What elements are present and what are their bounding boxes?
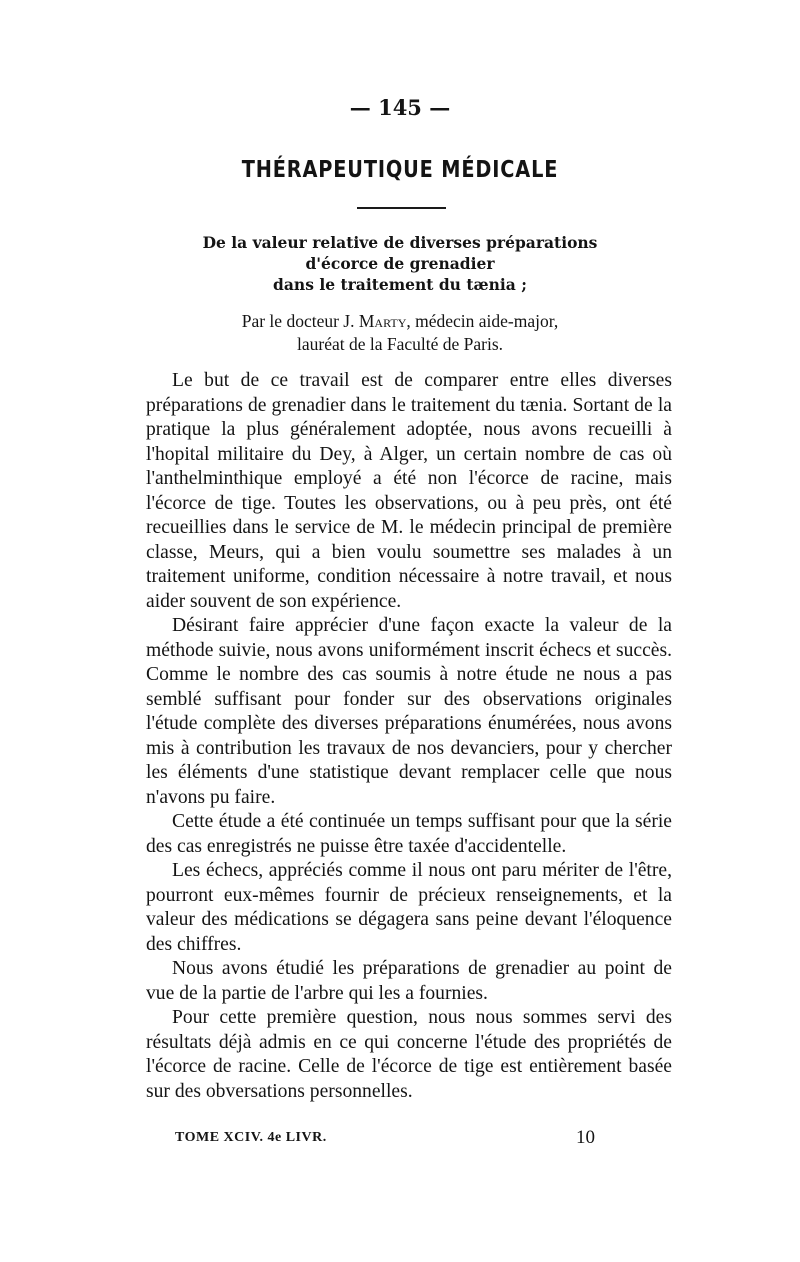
volume-signature: TOME XCIV. 4e LIVR.: [175, 1130, 327, 1145]
body-text: [146, 369, 672, 1104]
page-number: — 145 —: [349, 95, 451, 120]
paragraph: Pour cette première question, nous nous sommes servi des résultats déjà admis en ce qui concerne l'étude des propriétés de l'écorce de racine. Celle de l'écorce de tige est entièrement basée sur des obversations personnelles.: [146, 1007, 672, 1102]
section-title: THÉRAPEUTIQUE MÉDICALE: [241, 157, 559, 183]
article-title-line: d'écorce de grenadier: [305, 254, 495, 273]
byline-line-2: lauréat de la Faculté de Paris.: [296, 334, 504, 354]
paragraph: Les échecs, appréciés comme il nous ont paru mériter de l'être, pourront eux-mêmes fournir de précieux renseignements, et la valeur des médications se dégagera sans peine devant l'éloquence des chiffres.: [146, 860, 672, 955]
paragraph: Cette étude a été continuée un temps suffisant pour que la série des cas enregistrés ne puisse être taxée d'accidentelle.: [146, 811, 672, 857]
byline-line-1: [0, 310, 800, 333]
article-title: [0, 232, 800, 295]
paragraph: Désirant faire apprécier d'une façon exacte la valeur de la méthode suivie, nous avons uniformément inscrit échecs et succès. Comme le nombre des cas soumis à notre étude ne nous a pas semblé suffisant pour fonder sur des observations originales l'étude complète des diverses préparations énumérées, nous avons mis à contribution les travaux de nos devanciers, pour y chercher les éléments d'une statistique devant remplacer celle que nous n'avons pu faire.: [146, 615, 672, 808]
byline-suffix: , médecin aide-major,: [406, 311, 559, 331]
author-name: Marty: [358, 311, 407, 331]
paragraph: Le but de ce travail est de comparer entre elles diverses préparations de grenadier dans le traitement du tænia. Sortant de la pratique la plus généralement adoptée, nous avons recueilli à l'hopital militaire du Dey, à Alger, un certain nombre de cas où l'anthelminthique employé a été non l'écorce de racine, mais l'écorce de tige. Toutes les observations, ou à peu près, ont été recueillies dans le service de M. le médecin principal de première classe, Meurs, qui a bien voulu soumettre ses malades à un traitement uniforme, condition nécessaire à notre travail, et nous aider souvent de son expérience.: [146, 370, 672, 612]
title-rule: [357, 207, 446, 209]
paragraph: Nous avons étudié les préparations de grenadier au point de vue de la partie de l'arbre qui les a fournies.: [146, 958, 672, 1004]
sheet-signature: 10: [576, 1127, 595, 1148]
byline-prefix: Par le docteur J.: [241, 311, 359, 331]
article-title-line: dans le traitement du tænia ;: [273, 275, 527, 294]
byline: [0, 310, 800, 356]
article-title-line: De la valeur relative de diverses préparations: [202, 233, 598, 252]
